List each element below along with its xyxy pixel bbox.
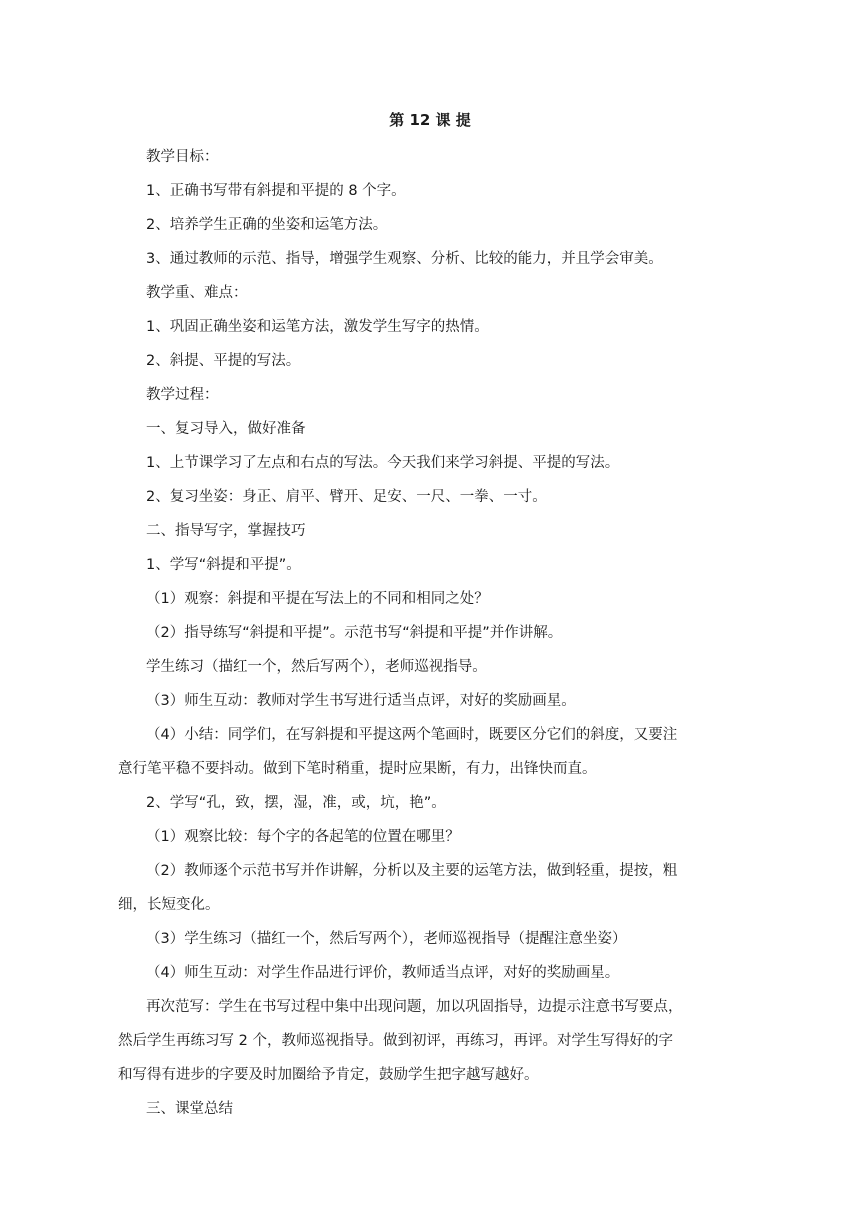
rewrite-paragraph-line-1: 再次范写：学生在书写过程中集中出现问题，加以巩固指导，边提示注意书写要点， — [146, 999, 683, 1015]
objective-item-2: 2、培养学生正确的坐姿和运笔方法。 — [146, 217, 388, 233]
process-step-1-item-1: 1、上节课学习了左点和右点的写法。今天我们来学习斜提、平提的写法。 — [146, 455, 620, 471]
objective-item-1: 1、正确书写带有斜提和平提的 8 个字。 — [146, 183, 406, 199]
process-step-2-item-2-sub-3: （3）学生练习（描红一个，然后写两个），老师巡视指导（提醒注意坐姿） — [146, 931, 627, 947]
process-step-2-item-2: 2、学写“孔，致，摆，湿，准，或，坑，艳”。 — [146, 795, 446, 811]
objective-item-3: 3、通过教师的示范、指导，增强学生观察、分析、比较的能力，并且学会审美。 — [146, 251, 663, 267]
process-step-3-heading: 三、课堂总结 — [146, 1101, 233, 1117]
process-step-2-item-2-sub-2-cont: 细，长短变化。 — [118, 897, 220, 913]
section-heading-process: 教学过程： — [146, 387, 219, 403]
process-step-2-sub-4: （4）小结：同学们，在写斜提和平提这两个笔画时，既要区分它们的斜度，又要注 — [146, 727, 678, 743]
process-step-2-sub-4-cont: 意行笔平稳不要抖动。做到下笔时稍重，提时应果断，有力，出锋快而直。 — [118, 761, 597, 777]
process-step-2-sub-2: （2）指导练写“斜提和平提”。示范书写“斜提和平提”并作讲解。 — [146, 625, 563, 641]
key-point-item-2: 2、斜提、平提的写法。 — [146, 353, 301, 369]
process-step-2-item-2-sub-2: （2）教师逐个示范书写并作讲解，分析以及主要的运笔方法，做到轻重，提按，粗 — [146, 863, 678, 879]
process-step-2-item-1: 1、学写“斜提和平提”。 — [146, 557, 301, 573]
lesson-title: 第 12 课 提 — [389, 111, 471, 129]
process-step-2-sub-3: （3）师生互动：教师对学生书写进行适当点评，对好的奖励画星。 — [146, 693, 576, 709]
process-step-2-item-2-sub-4: （4）师生互动：对学生作品进行评价，教师适当点评，对好的奖励画星。 — [146, 965, 620, 981]
process-step-2-practice: 学生练习（描红一个，然后写两个），老师巡视指导。 — [146, 659, 487, 675]
process-step-2-heading: 二、指导写字，掌握技巧 — [146, 523, 306, 539]
section-heading-objectives: 教学目标： — [146, 149, 219, 165]
process-step-1-item-2: 2、复习坐姿：身正、肩平、臂开、足安、一尺、一拳、一寸。 — [146, 489, 547, 505]
key-point-item-1: 1、巩固正确坐姿和运笔方法，激发学生写字的热情。 — [146, 319, 489, 335]
process-step-2-item-2-sub-1: （1）观察比较：每个字的各起笔的位置在哪里？ — [146, 829, 460, 845]
section-heading-key-points: 教学重、难点： — [146, 285, 248, 301]
rewrite-paragraph-line-3: 和写得有进步的字要及时加圈给予肯定，鼓励学生把字越写越好。 — [118, 1067, 539, 1083]
process-step-1-heading: 一、复习导入，做好准备 — [146, 421, 306, 437]
process-step-2-sub-1: （1）观察：斜提和平提在写法上的不同和相同之处？ — [146, 591, 489, 607]
rewrite-paragraph-line-2: 然后学生再练习写 2 个，教师巡视指导。做到初评，再练习，再评。对学生写得好的字 — [118, 1033, 673, 1049]
